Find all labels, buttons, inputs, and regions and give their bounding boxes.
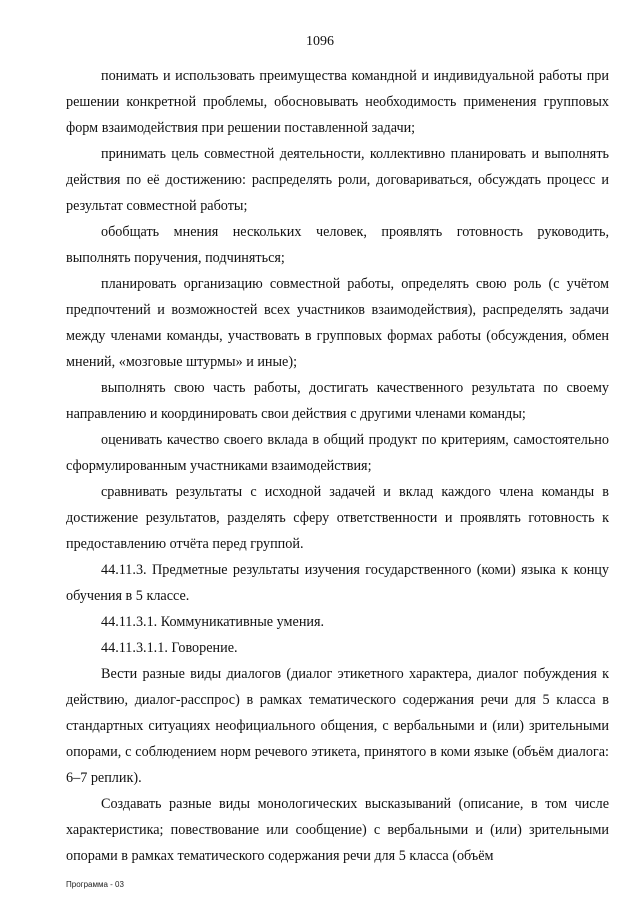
footer-note: Программа - 03 (66, 880, 124, 889)
paragraph: принимать цель совместной деятельности, коллективно планировать и выполнять действия по её достижению: распределять роли, договариваться, обсуждать процесс и результат совместной работы; (66, 146, 609, 214)
paragraph: понимать и использовать преимущества командной и индивидуальной работы при решении конкретной проблемы, обосновывать необходимость применения групповых форм взаимодействия при решении поставленной задачи; (66, 68, 609, 136)
document-body (66, 63, 609, 869)
paragraph: обобщать мнения нескольких человек, проявлять готовность руководить, выполнять поручения, подчиняться; (66, 224, 609, 266)
paragraph: Создавать разные виды монологических высказываний (описание, в том числе характеристика; повествование или сообщение) с вербальными и (или) зрительными опорами в рамках тематического содержания речи для 5 класса (объём (66, 796, 609, 864)
paragraph: выполнять свою часть работы, достигать качественного результата по своему направлению и координировать свои действия с другими членами команды; (66, 380, 609, 422)
subsection-heading: 44.11.3.1.1. Говорение. (101, 640, 238, 656)
paragraph: оценивать качество своего вклада в общий продукт по критериям, самостоятельно сформулированным участниками взаимодействия; (66, 432, 609, 474)
paragraph: планировать организацию совместной работы, определять свою роль (с учётом предпочтений и возможностей всех участников взаимодействия), распределять задачи между членами команды, участвовать в групповых формах работы (обсуждения, обмен мнений, «мозговые штурмы» и иные); (66, 276, 609, 370)
subsection-heading: 44.11.3.1. Коммуникативные умения. (101, 614, 325, 630)
section-heading-paragraph: 44.11.3. Предметные результаты изучения государственного (коми) языка к концу обучения в 5 классе. (66, 562, 609, 604)
page-number: 1096 (306, 34, 334, 49)
paragraph: Вести разные виды диалогов (диалог этикетного характера, диалог побуждения к действию, диалог-расспрос) в рамках тематического содержания речи для 5 класса в стандартных ситуациях неофициального общения, с вербальными и (или) зрительными опорами, с соблюдением норм речевого этикета, принятого в коми языке (объём диалога: 6–7 реплик). (66, 666, 609, 786)
paragraph: сравнивать результаты с исходной задачей и вклад каждого члена команды в достижение результатов, разделять сферу ответственности и проявлять готовность к предоставлению отчёта перед группой. (66, 484, 609, 552)
